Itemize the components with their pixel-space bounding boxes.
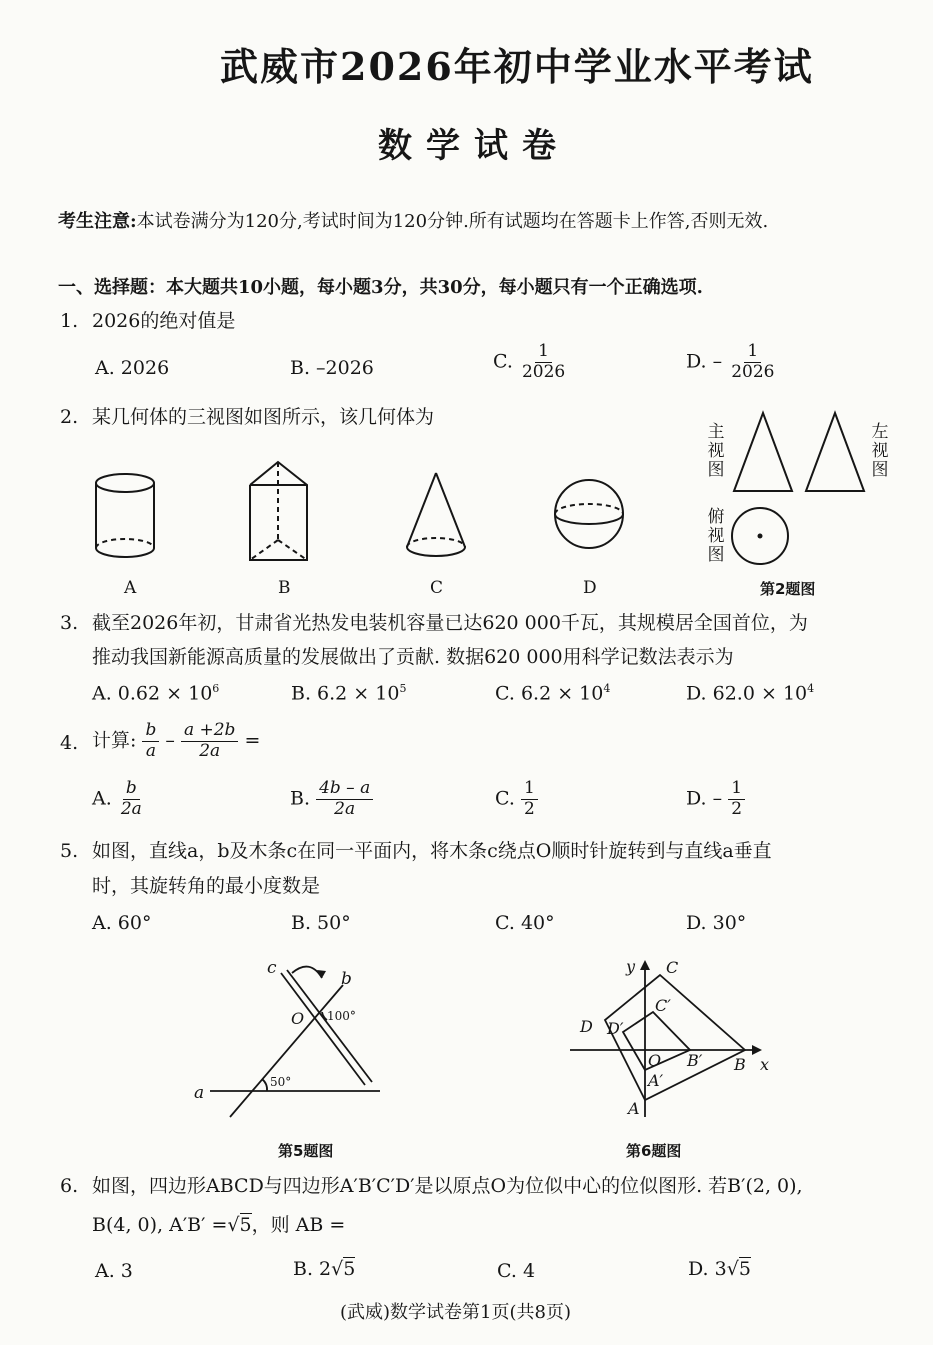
q6-d-radicand: 5 — [738, 1258, 751, 1280]
q2-label-c: C — [430, 578, 444, 598]
q4-f2-numerator: a +2b — [181, 722, 238, 742]
q4-b-numerator: 4b – a — [316, 780, 373, 800]
left-view-label: 左视图 — [871, 422, 889, 480]
q2-stem: 某几何体的三视图如图所示，该几何体为 — [92, 406, 435, 428]
q1-c-denominator: 2026 — [521, 361, 566, 382]
q6-option-d — [688, 1258, 751, 1280]
fig5-label-o: O — [291, 1009, 305, 1028]
q6-option-b — [293, 1258, 355, 1280]
q4-f1-denominator: a — [145, 740, 156, 761]
q4-b-denominator: 2a — [334, 798, 356, 819]
q6-b-radicand: 5 — [343, 1258, 356, 1280]
fig6-label-x: x — [760, 1055, 770, 1074]
q5-line1: 如图，直线a，b及木条c在同一平面内，将木条c绕点O顺时针旋转到与直线a垂直 — [92, 840, 772, 862]
q2-label-d: D — [583, 578, 597, 598]
q5-caption: 第5题图 — [278, 1142, 334, 1160]
notice-text: 本试卷满分为120分,考试时间为120分钟.所有试题均在答题卡上作答,否则无效. — [136, 211, 769, 232]
q1-number: 1. — [60, 310, 79, 332]
section-heading: 一、选择题：本大题共10小题，每小题3分，共30分，每小题只有一个正确选项. — [58, 277, 703, 298]
q1-stem: 2026的绝对值是 — [92, 310, 236, 332]
page-footer: (武威)数学试卷第1页(共8页) — [340, 1302, 571, 1323]
fig6-label-b: B — [734, 1055, 746, 1074]
q4-equals: = — [244, 729, 261, 752]
y-axis-arrow — [640, 960, 650, 970]
q1-d-numerator: 1 — [744, 343, 761, 363]
q1-option-c-label: C. — [493, 350, 513, 373]
sqrt-symbol: √ — [331, 1258, 344, 1280]
q4-d-numerator: 1 — [728, 780, 745, 800]
exam-title: 武威市2026年初中学业水平考试 — [220, 44, 814, 89]
q4-minus: – — [165, 729, 175, 752]
q2-label-a: A — [124, 578, 137, 598]
q2-label-b: B — [278, 578, 291, 598]
q6-line1: 如图，四边形ABCD与四边形A′B′C′D′是以原点O为位似中心的位似图形. 若B′(2, 0), — [92, 1175, 803, 1197]
q2-caption: 第2题图 — [760, 580, 816, 598]
q4-a-numerator: b — [123, 780, 140, 800]
notice-label: 考生注意: — [58, 211, 137, 232]
q4-a-denominator: 2a — [120, 798, 142, 819]
fig6-label-c: C — [666, 958, 679, 977]
q4-stem-label: 计算: — [92, 729, 137, 752]
q5-option-c: C. 40° — [495, 912, 555, 934]
q3-c-exp: 4 — [603, 682, 611, 695]
fig6-label-y: y — [626, 957, 636, 976]
q4-f2-denominator: 2a — [199, 740, 221, 761]
q5-option-d: D. 30° — [686, 912, 747, 934]
q4-d-denominator: 2 — [731, 798, 743, 819]
fig5-label-c: c — [267, 958, 277, 978]
fig6-label-b1: B′ — [687, 1051, 703, 1070]
q6-line2-a: B(4, 0), A′B′ = — [92, 1214, 228, 1236]
fig6-label-d1: D′ — [607, 1019, 624, 1038]
q4-c-label: C. — [495, 787, 515, 810]
fig5-angle-50: 50° — [270, 1075, 292, 1089]
q3-line1: 截至2026年初，甘肃省光热发电装机容量已达620 000千瓦，其规模居全国首位，为 — [92, 612, 808, 634]
fig6-label-d: D — [580, 1017, 593, 1036]
q6-option-a: A. 3 — [95, 1260, 133, 1282]
q4-d-label: D. – — [686, 787, 723, 810]
fig6-label-a1: A′ — [648, 1071, 664, 1090]
top-view-label: 俯视图 — [707, 507, 725, 565]
q4-c-numerator: 1 — [521, 780, 538, 800]
fig6-label-o: O — [648, 1051, 662, 1070]
q3-a-base: A. 0.62 × 10 — [92, 682, 213, 705]
q2-number: 2. — [60, 406, 79, 428]
sqrt-symbol: √ — [227, 1214, 240, 1236]
q5-line2: 时，其旋转角的最小度数是 — [92, 875, 321, 897]
q6-line2-b: ，则 AB = — [251, 1214, 346, 1236]
q3-d-base: D. 62.0 × 10 — [686, 682, 808, 705]
q1-option-d-label: D. – — [686, 350, 723, 373]
q1-c-numerator: 1 — [535, 343, 552, 363]
fig6-label-a: A — [628, 1099, 640, 1118]
fig5-label-a: a — [194, 1083, 205, 1103]
q4-f1-numerator: b — [142, 722, 159, 742]
q6-option-c: C. 4 — [497, 1260, 536, 1282]
q4-c-denominator: 2 — [523, 798, 535, 819]
q3-d-exp: 4 — [807, 682, 815, 695]
fig5-angle-100: 100° — [327, 1009, 356, 1023]
q4-a-label: A. — [92, 787, 112, 810]
q6-d-pre: D. 3 — [688, 1258, 727, 1280]
fig6-label-c1: C′ — [655, 996, 671, 1015]
q1-option-b: B. –2026 — [290, 357, 374, 379]
q6-line2-sqrt: 5 — [239, 1214, 252, 1236]
q1-d-denominator: 2026 — [731, 361, 775, 382]
q4-number: 4. — [60, 732, 79, 754]
q6-caption: 第6题图 — [626, 1142, 682, 1160]
q3-c-base: C. 6.2 × 10 — [495, 682, 604, 705]
q3-a-exp: 6 — [212, 682, 220, 695]
q4-b-label: B. — [290, 787, 311, 810]
q5-number: 5. — [60, 840, 79, 862]
exam-subtitle: 数学试卷 — [378, 126, 570, 166]
q3-b-base: B. 6.2 × 10 — [291, 682, 400, 705]
q5-option-a: A. 60° — [92, 912, 152, 934]
q6-line2 — [92, 1216, 345, 1235]
q6-number: 6. — [60, 1175, 79, 1197]
q6-b-pre: B. 2 — [293, 1258, 332, 1280]
q3-line2: 推动我国新能源高质量的发展做出了贡献. 数据620 000用科学记数法表示为 — [92, 646, 734, 668]
sqrt-symbol: √ — [726, 1258, 739, 1280]
front-view-label: 主视图 — [707, 422, 725, 480]
q5-option-b: B. 50° — [291, 912, 351, 934]
q3-b-exp: 5 — [399, 682, 407, 695]
q3-number: 3. — [60, 612, 79, 634]
x-axis-arrow — [752, 1045, 762, 1055]
fig5-label-b: b — [341, 969, 352, 989]
q1-option-a: A. 2026 — [95, 357, 170, 379]
